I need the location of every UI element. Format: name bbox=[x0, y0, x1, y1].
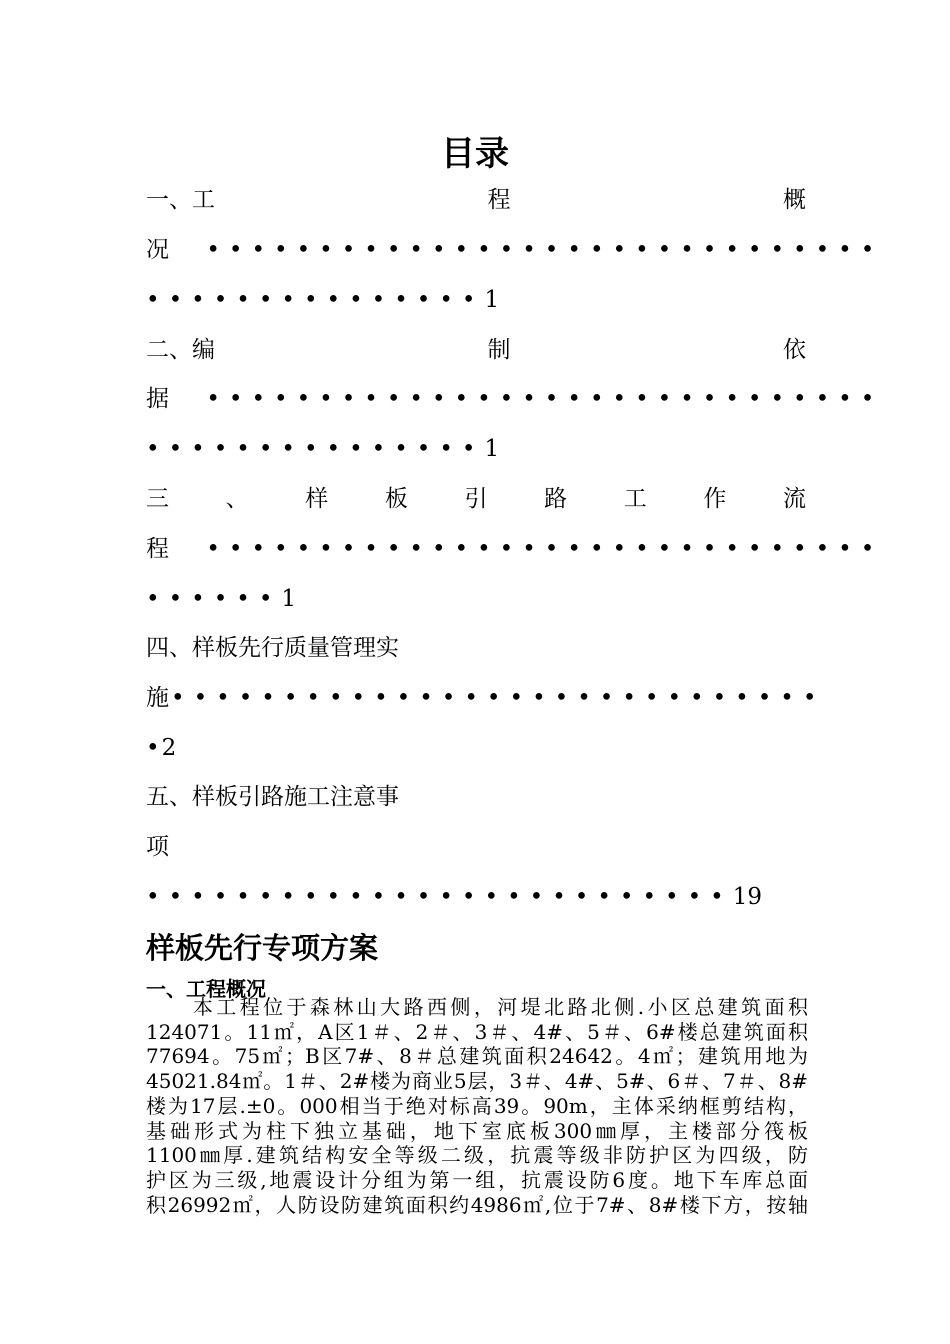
document-title: 样板先行专项方案 bbox=[146, 931, 379, 965]
toc-entry-3-char-7: 工 bbox=[623, 486, 647, 512]
toc-entry-1-part-a: 一、工 bbox=[146, 187, 215, 213]
toc-entry-2-line3 bbox=[146, 434, 806, 464]
toc-entry-3-leader-dots-2: •••••• bbox=[146, 586, 282, 612]
toc-entry-1-leader-dots-2: ••••••••••••••• bbox=[146, 287, 485, 313]
body-line: 积26992㎡，人防设防建筑面积约4986㎡,位于7#、8#楼下方，按轴 bbox=[146, 1192, 808, 1217]
section-heading: 一、工程概况 bbox=[146, 977, 266, 1001]
section-body bbox=[146, 995, 808, 1217]
body-line: 45021.84㎡。1＃、2#楼为商业5层，3＃、4#、5#、6＃、7＃、8# bbox=[146, 1069, 808, 1094]
toc-entry-2-line1 bbox=[146, 335, 806, 365]
toc-entry-3-leader-dots: •••••••••••••••••••••••••••••• bbox=[206, 536, 884, 562]
toc-entry-2-part-a: 二、编 bbox=[146, 337, 215, 363]
toc-entry-3-char-2: 、 bbox=[225, 486, 249, 512]
toc-entry-1-leader-dots: •••••••••••••••••••••••••••••• bbox=[206, 237, 884, 263]
toc-title: 目录 bbox=[441, 134, 509, 174]
toc-entry-5-page: 19 bbox=[732, 884, 763, 910]
body-line: 本工程位于森林山大路西侧，河堤北路北侧.小区总建筑面积 bbox=[146, 995, 808, 1019]
toc-entry-2-cont: 据 bbox=[146, 386, 169, 412]
toc-entry-2-leader-dots-2: ••••••••••••••• bbox=[146, 436, 485, 462]
toc-entry-5-line3 bbox=[146, 882, 806, 912]
toc-entry-1-line2 bbox=[146, 235, 884, 265]
toc-entry-4-cont: 施 bbox=[146, 685, 169, 711]
toc-entry-4-line3 bbox=[146, 733, 806, 763]
toc-entry-3-char-5: 引 bbox=[464, 486, 488, 512]
body-line: 护区为三级,地震设计分组为第一组，抗震设防6度。地下车库总面 bbox=[146, 1167, 808, 1192]
toc-entry-2-line2 bbox=[146, 384, 884, 414]
toc-entry-3-line2 bbox=[146, 534, 884, 564]
toc-entry-3-char-3: 样 bbox=[305, 486, 329, 512]
toc-entry-3-line3 bbox=[146, 584, 806, 614]
toc-entry-3-cont: 程 bbox=[146, 536, 169, 562]
toc-entry-1-line1 bbox=[146, 185, 806, 215]
toc-entry-4-leader-dots-2: • bbox=[146, 735, 162, 761]
toc-entry-1-page: 1 bbox=[484, 287, 500, 313]
toc-entry-1-part-c: 概 bbox=[783, 187, 806, 213]
toc-entry-3-line1 bbox=[146, 484, 806, 514]
toc-entry-5-line1: 五、样板引路施工注意事 bbox=[146, 784, 399, 810]
toc-entry-3-char-4: 板 bbox=[384, 486, 408, 512]
toc-entry-4-page: 2 bbox=[161, 735, 177, 761]
toc-entry-2-page: 1 bbox=[484, 436, 500, 462]
toc-entry-4-line2 bbox=[146, 683, 826, 713]
toc-entry-5-line2: 项 bbox=[146, 834, 169, 860]
body-line: 77694。75㎡；B区7#、8＃总建筑面积24642。4㎡；建筑用地为 bbox=[146, 1044, 808, 1069]
body-line: 基础形式为柱下独立基础，地下室底板300㎜厚，主楼部分筏板 bbox=[146, 1118, 808, 1143]
body-line: 124071。11㎡，A区1＃、2＃、3＃、4#、5＃、6#楼总建筑面积 bbox=[146, 1019, 808, 1044]
toc-entry-1-cont: 况 bbox=[146, 237, 169, 263]
body-line: 楼为17层.±0。000相当于绝对标高39。90m，主体采纳框剪结构， bbox=[146, 1093, 808, 1118]
toc-entry-2-part-b: 制 bbox=[487, 337, 511, 363]
toc-entry-3-char-1: 三 bbox=[146, 486, 169, 512]
body-line: 1100㎜厚.建筑结构安全等级二级，抗震等级非防护区为四级，防 bbox=[146, 1143, 808, 1168]
toc-entry-3-page: 1 bbox=[281, 586, 297, 612]
toc-entry-2-leader-dots: •••••••••••••••••••••••••••••• bbox=[206, 386, 884, 412]
toc-entry-3-char-6: 路 bbox=[544, 486, 568, 512]
toc-entry-1-line3 bbox=[146, 285, 806, 315]
toc-entry-3-char-9: 流 bbox=[783, 486, 806, 512]
toc-entry-3-char-8: 作 bbox=[703, 486, 727, 512]
toc-entry-4-line1: 四、样板先行质量管理实 bbox=[146, 635, 399, 661]
toc-entry-2-part-c: 依 bbox=[783, 337, 806, 363]
toc-entry-1-part-b: 程 bbox=[487, 187, 511, 213]
toc-entry-5-leader-dots: •••••••••••••••••••••••••• bbox=[146, 884, 733, 910]
toc-entry-4-leader-dots: ••••••••••••••••••••••••••••• bbox=[171, 685, 826, 711]
